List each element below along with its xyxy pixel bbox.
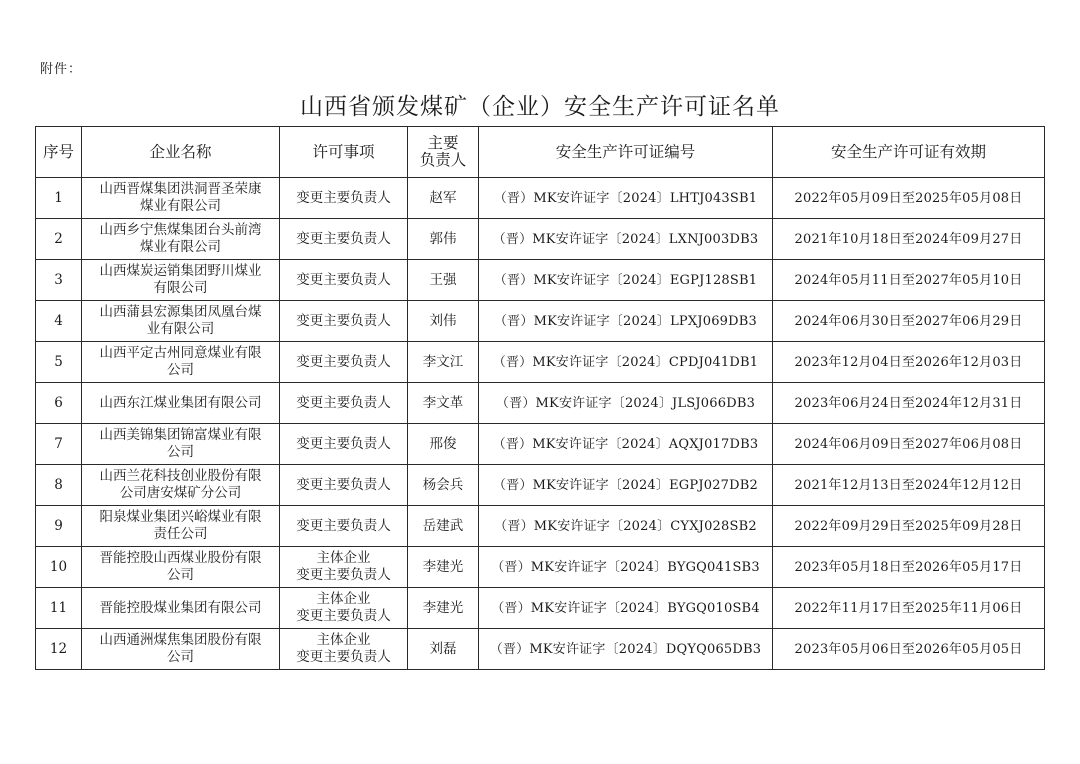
company-line-2: 公司 — [167, 362, 194, 378]
company-line-1: 山西乡宁焦煤集团台头前湾 — [99, 222, 262, 238]
cell-license: （晋）MK安许证字〔2024〕DQYQ065DB3 — [479, 629, 773, 670]
cell-license: （晋）MK安许证字〔2024〕LPXJ069DB3 — [479, 301, 773, 342]
item-line-1: 变更主要负责人 — [296, 394, 391, 411]
item-line-1: 变更主要负责人 — [296, 517, 391, 534]
table-row — [36, 424, 1045, 465]
cell-license: （晋）MK安许证字〔2024〕LXNJ003DB3 — [479, 219, 773, 260]
header-seq: 序号 — [36, 127, 82, 178]
cell-company — [82, 219, 280, 260]
cell-item — [280, 178, 408, 219]
cell-person: 李建光 — [408, 588, 479, 629]
table-row — [36, 178, 1045, 219]
cell-validity: 2022年11月17日至2025年11月06日 — [773, 588, 1045, 629]
cell-license: （晋）MK安许证字〔2024〕EGPJ027DB2 — [479, 465, 773, 506]
cell-license: （晋）MK安许证字〔2024〕BYGQ041SB3 — [479, 547, 773, 588]
company-line-1: 山西美锦集团锦富煤业有限 — [99, 427, 262, 443]
cell-validity: 2024年05月11日至2027年05月10日 — [773, 260, 1045, 301]
cell-person: 赵军 — [408, 178, 479, 219]
company-line-2: 有限公司 — [153, 280, 208, 296]
company-line-1: 晋能控股煤业集团有限公司 — [99, 599, 262, 616]
cell-item — [280, 629, 408, 670]
cell-license: （晋）MK安许证字〔2024〕LHTJ043SB1 — [479, 178, 773, 219]
cell-item — [280, 506, 408, 547]
cell-validity: 2023年05月18日至2026年05月17日 — [773, 547, 1045, 588]
cell-seq: 1 — [36, 178, 82, 219]
cell-company — [82, 506, 280, 547]
cell-company — [82, 178, 280, 219]
header-person-line1: 主要 — [427, 134, 459, 152]
company-line-2: 公司 — [167, 444, 194, 460]
table-header-row — [36, 127, 1045, 178]
cell-license: （晋）MK安许证字〔2024〕CPDJ041DB1 — [479, 342, 773, 383]
cell-person: 李建光 — [408, 547, 479, 588]
cell-validity: 2022年05月09日至2025年05月08日 — [773, 178, 1045, 219]
item-line-2: 变更主要负责人 — [296, 608, 391, 624]
company-line-1: 山西兰花科技创业股份有限 — [99, 468, 262, 484]
header-item: 许可事项 — [280, 127, 408, 178]
cell-validity: 2023年05月06日至2026年05月05日 — [773, 629, 1045, 670]
cell-seq: 4 — [36, 301, 82, 342]
cell-validity: 2024年06月30日至2027年06月29日 — [773, 301, 1045, 342]
cell-validity: 2022年09月29日至2025年09月28日 — [773, 506, 1045, 547]
cell-seq: 8 — [36, 465, 82, 506]
cell-license: （晋）MK安许证字〔2024〕EGPJ128SB1 — [479, 260, 773, 301]
table-row — [36, 629, 1045, 670]
cell-item — [280, 547, 408, 588]
cell-license: （晋）MK安许证字〔2024〕BYGQ010SB4 — [479, 588, 773, 629]
cell-person: 杨会兵 — [408, 465, 479, 506]
attachment-label: 附件： — [40, 62, 83, 77]
cell-validity: 2021年10月18日至2024年09月27日 — [773, 219, 1045, 260]
cell-person: 岳建武 — [408, 506, 479, 547]
table-row — [36, 588, 1045, 629]
cell-person: 李文江 — [408, 342, 479, 383]
document-title: 山西省颁发煤矿（企业）安全生产许可证名单 — [300, 94, 780, 120]
table-row — [36, 547, 1045, 588]
item-line-1: 变更主要负责人 — [296, 230, 391, 247]
cell-validity: 2021年12月13日至2024年12月12日 — [773, 465, 1045, 506]
item-line-1: 变更主要负责人 — [296, 476, 391, 493]
table-row — [36, 301, 1045, 342]
cell-item — [280, 342, 408, 383]
company-line-1: 山西蒲县宏源集团凤凰台煤 — [99, 304, 262, 320]
header-person-line2: 负责人 — [419, 151, 467, 169]
company-line-1: 晋能控股山西煤业股份有限 — [99, 550, 262, 566]
cell-person: 王强 — [408, 260, 479, 301]
cell-company — [82, 629, 280, 670]
cell-company — [82, 465, 280, 506]
cell-seq: 7 — [36, 424, 82, 465]
cell-seq: 5 — [36, 342, 82, 383]
company-line-2: 煤业有限公司 — [140, 198, 221, 214]
cell-validity: 2023年12月04日至2026年12月03日 — [773, 342, 1045, 383]
header-company: 企业名称 — [82, 127, 280, 178]
item-line-1: 变更主要负责人 — [296, 353, 391, 370]
cell-item — [280, 260, 408, 301]
cell-item — [280, 301, 408, 342]
company-line-1: 山西煤炭运销集团野川煤业 — [99, 263, 262, 279]
cell-item — [280, 424, 408, 465]
company-line-1: 山西通洲煤焦集团股份有限 — [99, 632, 262, 648]
table-row — [36, 342, 1045, 383]
cell-person: 刘磊 — [408, 629, 479, 670]
cell-item — [280, 465, 408, 506]
table-row — [36, 506, 1045, 547]
cell-item — [280, 383, 408, 424]
item-line-1: 主体企业 — [316, 550, 371, 566]
cell-seq: 6 — [36, 383, 82, 424]
cell-license: （晋）MK安许证字〔2024〕JLSJ066DB3 — [479, 383, 773, 424]
item-line-2: 变更主要负责人 — [296, 649, 391, 665]
item-line-1: 变更主要负责人 — [296, 312, 391, 329]
cell-company — [82, 424, 280, 465]
table-body — [36, 178, 1045, 670]
cell-validity: 2023年06月24日至2024年12月31日 — [773, 383, 1045, 424]
cell-item — [280, 219, 408, 260]
table-row — [36, 383, 1045, 424]
license-table — [35, 126, 1045, 670]
cell-company — [82, 342, 280, 383]
company-line-2: 业有限公司 — [146, 321, 215, 337]
header-person — [408, 127, 479, 178]
cell-seq: 11 — [36, 588, 82, 629]
company-line-1: 阳泉煤业集团兴峪煤业有限 — [99, 509, 262, 525]
table-row — [36, 260, 1045, 301]
cell-seq: 9 — [36, 506, 82, 547]
item-line-1: 变更主要负责人 — [296, 271, 391, 288]
item-line-1: 变更主要负责人 — [296, 435, 391, 452]
header-license: 安全生产许可证编号 — [479, 127, 773, 178]
company-line-1: 山西晋煤集团洪洞晋圣荣康 — [99, 181, 262, 197]
cell-seq: 12 — [36, 629, 82, 670]
cell-person: 邢俊 — [408, 424, 479, 465]
item-line-1: 主体企业 — [316, 591, 371, 607]
company-line-2: 责任公司 — [153, 526, 208, 542]
cell-person: 李文革 — [408, 383, 479, 424]
cell-company — [82, 383, 280, 424]
cell-item — [280, 588, 408, 629]
item-line-1: 变更主要负责人 — [296, 189, 391, 206]
cell-person: 郭伟 — [408, 219, 479, 260]
cell-company — [82, 547, 280, 588]
cell-seq: 3 — [36, 260, 82, 301]
company-line-2: 公司 — [167, 567, 194, 583]
company-line-2: 公司 — [167, 649, 194, 665]
header-validity: 安全生产许可证有效期 — [773, 127, 1045, 178]
item-line-1: 主体企业 — [316, 632, 371, 648]
company-line-2: 煤业有限公司 — [140, 239, 221, 255]
cell-license: （晋）MK安许证字〔2024〕AQXJ017DB3 — [479, 424, 773, 465]
company-line-1: 山西东江煤业集团有限公司 — [99, 394, 262, 411]
table-row — [36, 219, 1045, 260]
cell-validity: 2024年06月09日至2027年06月08日 — [773, 424, 1045, 465]
table-row — [36, 465, 1045, 506]
company-line-2: 公司唐安煤矿分公司 — [119, 485, 242, 501]
cell-company — [82, 301, 280, 342]
cell-license: （晋）MK安许证字〔2024〕CYXJ028SB2 — [479, 506, 773, 547]
cell-seq: 2 — [36, 219, 82, 260]
item-line-2: 变更主要负责人 — [296, 567, 391, 583]
cell-company — [82, 588, 280, 629]
cell-person: 刘伟 — [408, 301, 479, 342]
cell-seq: 10 — [36, 547, 82, 588]
company-line-1: 山西平定古州同意煤业有限 — [99, 345, 262, 361]
cell-company — [82, 260, 280, 301]
